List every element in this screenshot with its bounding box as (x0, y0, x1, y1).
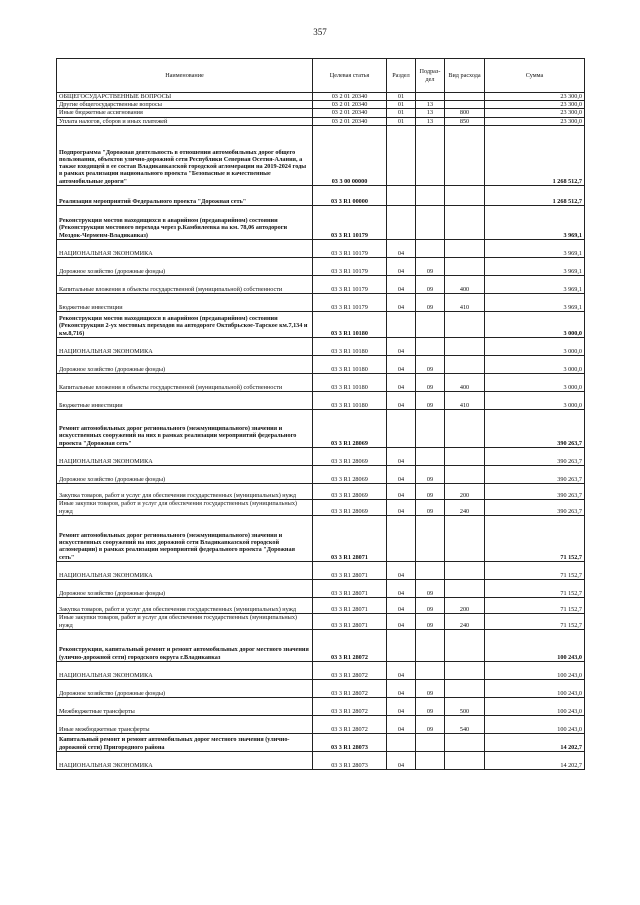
table-row (57, 355, 585, 373)
cell-expense-type (445, 185, 485, 205)
cell-subsection (416, 409, 445, 447)
table-row (57, 515, 585, 561)
cell-sum: 3 000,0 (485, 391, 585, 409)
cell-section: 04 (387, 613, 416, 629)
cell-code: 03 3 R1 00000 (313, 185, 387, 205)
cell-subsection: 09 (416, 373, 445, 391)
cell-section: 04 (387, 447, 416, 465)
cell-sum: 3 000,0 (485, 373, 585, 391)
cell-section: 01 (387, 93, 416, 101)
table-row (57, 337, 585, 355)
cell-expense-type (445, 355, 485, 373)
table-header-row (57, 59, 585, 93)
table-row (57, 125, 585, 185)
cell-sum: 390 263,7 (485, 499, 585, 515)
table-row (57, 293, 585, 311)
cell-expense-type: 240 (445, 499, 485, 515)
cell-subsection: 09 (416, 499, 445, 515)
cell-section (387, 733, 416, 751)
table-row (57, 447, 585, 465)
table-row (57, 257, 585, 275)
cell-expense-type (445, 239, 485, 257)
cell-name: Ремонт автомобильных дорог регионального (межмуниципального) значения и искусственных сооружений на них дорожной сети Владикавказской городской агломерации) в рамках реализации мероприятий федерального проекта "Дорожная сеть" (57, 515, 313, 561)
cell-subsection: 09 (416, 613, 445, 629)
cell-subsection: 13 (416, 117, 445, 125)
cell-code: 03 3 R1 10179 (313, 257, 387, 275)
header-sum: Сумма (485, 59, 585, 93)
cell-sum: 23 300,0 (485, 109, 585, 117)
cell-sum: 100 243,0 (485, 661, 585, 679)
cell-subsection (416, 751, 445, 769)
table-row (57, 561, 585, 579)
cell-name: Межбюджетные трансферты (57, 697, 313, 715)
cell-code: 03 3 R1 10179 (313, 293, 387, 311)
cell-section: 04 (387, 579, 416, 597)
cell-expense-type: 240 (445, 613, 485, 629)
cell-section (387, 185, 416, 205)
cell-sum: 3 969,1 (485, 205, 585, 239)
cell-expense-type: 500 (445, 697, 485, 715)
cell-expense-type (445, 629, 485, 661)
table-row (57, 579, 585, 597)
cell-section: 04 (387, 715, 416, 733)
header-code: Целевая статья (313, 59, 387, 93)
cell-name: Дорожное хозяйство (дорожные фонды) (57, 355, 313, 373)
cell-section (387, 205, 416, 239)
table-row (57, 109, 585, 117)
cell-name: Реконструкция, капитальный ремонт и ремонт автомобильных дорог местного значения (улично-дорожной сети) городского округа г.Владикавказ (57, 629, 313, 661)
cell-expense-type (445, 101, 485, 109)
cell-sum: 23 300,0 (485, 93, 585, 101)
cell-section (387, 515, 416, 561)
cell-name: Иные межбюджетные трансферты (57, 715, 313, 733)
cell-code: 03 3 R1 28072 (313, 629, 387, 661)
cell-code: 03 3 R1 10180 (313, 373, 387, 391)
cell-name: Капитальные вложения в объекты государственной (муниципальной) собственности (57, 373, 313, 391)
cell-name: Реализация мероприятий Федерального проекта "Дорожная сеть" (57, 185, 313, 205)
cell-expense-type (445, 337, 485, 355)
cell-code: 03 3 R1 28073 (313, 733, 387, 751)
cell-expense-type (445, 409, 485, 447)
cell-name: Иные бюджетные ассигнования (57, 109, 313, 117)
cell-subsection (416, 561, 445, 579)
cell-expense-type (445, 465, 485, 483)
cell-expense-type (445, 733, 485, 751)
cell-section (387, 125, 416, 185)
cell-subsection: 09 (416, 257, 445, 275)
cell-section: 04 (387, 561, 416, 579)
cell-code: 03 3 R1 28069 (313, 499, 387, 515)
cell-name: Другие общегосударственные вопросы (57, 101, 313, 109)
cell-name: Дорожное хозяйство (дорожные фонды) (57, 679, 313, 697)
cell-name: Иные закупки товаров, работ и услуг для обеспечения государственных (муниципальных) нужд (57, 613, 313, 629)
cell-code: 03 3 R1 10179 (313, 239, 387, 257)
cell-sum: 100 243,0 (485, 697, 585, 715)
cell-name: Иные закупки товаров, работ и услуг для обеспечения государственных (муниципальных) нужд (57, 499, 313, 515)
cell-expense-type: 410 (445, 391, 485, 409)
cell-sum: 390 263,7 (485, 447, 585, 465)
cell-sum: 3 969,1 (485, 293, 585, 311)
table-row (57, 185, 585, 205)
cell-subsection (416, 185, 445, 205)
cell-name: Капитальные вложения в объекты государственной (муниципальной) собственности (57, 275, 313, 293)
cell-name: ОБЩЕГОСУДАРСТВЕННЫЕ ВОПРОСЫ (57, 93, 313, 101)
cell-expense-type (445, 561, 485, 579)
cell-subsection (416, 733, 445, 751)
cell-subsection: 09 (416, 697, 445, 715)
cell-code: 03 3 R1 28073 (313, 751, 387, 769)
cell-code: 03 3 R1 10180 (313, 311, 387, 337)
cell-code: 03 2 01 20340 (313, 101, 387, 109)
table-row (57, 101, 585, 109)
table-row (57, 499, 585, 515)
cell-subsection: 09 (416, 597, 445, 613)
cell-code: 03 2 01 20340 (313, 109, 387, 117)
table-row (57, 613, 585, 629)
cell-code: 03 3 R1 28069 (313, 409, 387, 447)
cell-expense-type (445, 205, 485, 239)
cell-code: 03 3 R1 28072 (313, 661, 387, 679)
cell-subsection: 09 (416, 715, 445, 733)
cell-name: Уплата налогов, сборов и иных платежей (57, 117, 313, 125)
table-row (57, 373, 585, 391)
cell-code: 03 3 R1 28071 (313, 597, 387, 613)
cell-expense-type (445, 93, 485, 101)
cell-expense-type: 400 (445, 373, 485, 391)
cell-name: Бюджетные инвестиции (57, 293, 313, 311)
cell-subsection (416, 239, 445, 257)
cell-expense-type (445, 257, 485, 275)
cell-name: Капитальный ремонт и ремонт автомобильных дорог местного значения (улично-дорожной сети) Пригородного района (57, 733, 313, 751)
cell-section: 01 (387, 117, 416, 125)
cell-sum: 14 202,7 (485, 733, 585, 751)
cell-section: 04 (387, 697, 416, 715)
cell-section (387, 311, 416, 337)
table-row (57, 409, 585, 447)
cell-code: 03 3 R1 28071 (313, 579, 387, 597)
cell-sum: 71 152,7 (485, 597, 585, 613)
cell-sum: 23 300,0 (485, 101, 585, 109)
table-row (57, 733, 585, 751)
cell-subsection: 09 (416, 293, 445, 311)
table-row (57, 93, 585, 101)
cell-expense-type: 800 (445, 109, 485, 117)
table-row (57, 311, 585, 337)
cell-sum: 1 268 512,7 (485, 185, 585, 205)
cell-code: 03 3 R1 28072 (313, 679, 387, 697)
table-row (57, 697, 585, 715)
cell-sum: 71 152,7 (485, 561, 585, 579)
cell-expense-type: 200 (445, 597, 485, 613)
cell-section (387, 409, 416, 447)
cell-name: Реконструкция мостов находящихся в аварийном (предаварийном) состоянии (Реконструкция мостового перехода через р.Камбилеевка на км. 78,06 автодороги Моздок-Черменм-Владикавказ) (57, 205, 313, 239)
table-row (57, 751, 585, 769)
table-row (57, 117, 585, 125)
cell-expense-type (445, 579, 485, 597)
cell-subsection (416, 447, 445, 465)
cell-section: 04 (387, 751, 416, 769)
table-row (57, 715, 585, 733)
cell-sum: 3 969,1 (485, 275, 585, 293)
cell-section: 04 (387, 257, 416, 275)
cell-code: 03 3 R1 28071 (313, 515, 387, 561)
cell-expense-type: 850 (445, 117, 485, 125)
table-row (57, 483, 585, 499)
cell-subsection (416, 515, 445, 561)
cell-sum: 71 152,7 (485, 579, 585, 597)
cell-subsection (416, 125, 445, 185)
cell-code: 03 3 00 00000 (313, 125, 387, 185)
budget-table (56, 58, 585, 770)
cell-section: 04 (387, 679, 416, 697)
cell-expense-type (445, 661, 485, 679)
cell-subsection (416, 93, 445, 101)
cell-subsection (416, 337, 445, 355)
table-row (57, 275, 585, 293)
cell-sum: 71 152,7 (485, 613, 585, 629)
cell-name: Дорожное хозяйство (дорожные фонды) (57, 257, 313, 275)
cell-sum: 3 000,0 (485, 311, 585, 337)
cell-section: 04 (387, 373, 416, 391)
cell-section: 04 (387, 293, 416, 311)
cell-code: 03 3 R1 10180 (313, 391, 387, 409)
cell-sum: 1 268 512,7 (485, 125, 585, 185)
cell-section: 04 (387, 483, 416, 499)
cell-subsection: 09 (416, 275, 445, 293)
cell-sum: 3 000,0 (485, 355, 585, 373)
cell-subsection: 09 (416, 579, 445, 597)
header-section: Раздел (387, 59, 416, 93)
cell-subsection (416, 311, 445, 337)
cell-sum: 3 000,0 (485, 337, 585, 355)
cell-name: НАЦИОНАЛЬНАЯ ЭКОНОМИКА (57, 751, 313, 769)
cell-code: 03 3 R1 10180 (313, 355, 387, 373)
cell-name: НАЦИОНАЛЬНАЯ ЭКОНОМИКА (57, 661, 313, 679)
cell-name: Ремонт автомобильных дорог регионального (межмуниципального) значения и искусственных сооружений на них в рамках реализации мероприятий федерального проекта "Дорожная сеть" (57, 409, 313, 447)
cell-sum: 71 152,7 (485, 515, 585, 561)
cell-section (387, 629, 416, 661)
header-expense-type: Вид расхода (445, 59, 485, 93)
cell-code: 03 3 R1 28069 (313, 447, 387, 465)
cell-sum: 100 243,0 (485, 715, 585, 733)
cell-code: 03 3 R1 28072 (313, 715, 387, 733)
cell-code: 03 2 01 20340 (313, 93, 387, 101)
cell-expense-type: 540 (445, 715, 485, 733)
cell-subsection (416, 629, 445, 661)
cell-sum: 100 243,0 (485, 629, 585, 661)
cell-subsection: 09 (416, 679, 445, 697)
cell-name: НАЦИОНАЛЬНАЯ ЭКОНОМИКА (57, 447, 313, 465)
cell-subsection: 09 (416, 391, 445, 409)
cell-subsection: 09 (416, 483, 445, 499)
header-subsection: Подраз-дел (416, 59, 445, 93)
table-row (57, 661, 585, 679)
cell-code: 03 3 R1 10179 (313, 275, 387, 293)
cell-expense-type (445, 447, 485, 465)
cell-name: НАЦИОНАЛЬНАЯ ЭКОНОМИКА (57, 239, 313, 257)
cell-subsection: 13 (416, 109, 445, 117)
cell-code: 03 3 R1 10179 (313, 205, 387, 239)
table-body (57, 93, 585, 770)
cell-sum: 3 969,1 (485, 257, 585, 275)
cell-section: 04 (387, 355, 416, 373)
cell-expense-type (445, 679, 485, 697)
cell-name: Реконструкция мостов находящихся в аварийном (предаварийном) состоянии (Реконструкция 2-ух мостовых переходов на автодороге Октябрьское-Тарское км.7,134 и км.8,716) (57, 311, 313, 337)
cell-subsection (416, 661, 445, 679)
table-row (57, 239, 585, 257)
cell-name: Бюджетные инвестиции (57, 391, 313, 409)
table-row (57, 597, 585, 613)
table-row (57, 205, 585, 239)
cell-expense-type (445, 311, 485, 337)
cell-section: 04 (387, 499, 416, 515)
cell-code: 03 3 R1 28069 (313, 483, 387, 499)
cell-code: 03 2 01 20340 (313, 117, 387, 125)
cell-name: Подпрограмма "Дорожная деятельность в отношении автомобильных дорог общего пользования, объектов улично-дорожной сети Республики Северная Осетия-Алания, а также входящей в ее состав Владикавказской городской агломерации на 2019-2024 годы в рамках реализации национального проекта "Безопасные и качественные автомобильные дороги" (57, 125, 313, 185)
page-number: 357 (313, 27, 327, 37)
cell-sum: 100 243,0 (485, 679, 585, 697)
cell-sum: 3 969,1 (485, 239, 585, 257)
cell-expense-type (445, 515, 485, 561)
cell-section: 04 (387, 239, 416, 257)
header-name: Наименование (57, 59, 313, 93)
table-row (57, 391, 585, 409)
cell-name: НАЦИОНАЛЬНАЯ ЭКОНОМИКА (57, 561, 313, 579)
cell-name: Дорожное хозяйство (дорожные фонды) (57, 465, 313, 483)
cell-subsection: 13 (416, 101, 445, 109)
cell-section: 04 (387, 275, 416, 293)
cell-sum: 390 263,7 (485, 409, 585, 447)
cell-name: НАЦИОНАЛЬНАЯ ЭКОНОМИКА (57, 337, 313, 355)
cell-section: 04 (387, 597, 416, 613)
cell-subsection (416, 205, 445, 239)
table-row (57, 629, 585, 661)
cell-expense-type: 400 (445, 275, 485, 293)
cell-code: 03 3 R1 28071 (313, 561, 387, 579)
table-row (57, 679, 585, 697)
cell-code: 03 3 R1 10180 (313, 337, 387, 355)
cell-sum: 390 263,7 (485, 465, 585, 483)
cell-code: 03 3 R1 28072 (313, 697, 387, 715)
cell-sum: 14 202,7 (485, 751, 585, 769)
cell-subsection: 09 (416, 355, 445, 373)
cell-section: 04 (387, 465, 416, 483)
cell-expense-type (445, 751, 485, 769)
cell-sum: 23 300,0 (485, 117, 585, 125)
cell-code: 03 3 R1 28069 (313, 465, 387, 483)
cell-section: 01 (387, 109, 416, 117)
cell-name: Дорожное хозяйство (дорожные фонды) (57, 579, 313, 597)
cell-code: 03 3 R1 28071 (313, 613, 387, 629)
table-row (57, 465, 585, 483)
cell-section: 01 (387, 101, 416, 109)
cell-name: Закупка товаров, работ и услуг для обеспечения государственных (муниципальных) нужд (57, 597, 313, 613)
cell-section: 04 (387, 661, 416, 679)
cell-expense-type: 200 (445, 483, 485, 499)
cell-expense-type (445, 125, 485, 185)
cell-expense-type: 410 (445, 293, 485, 311)
cell-name: Закупка товаров, работ и услуг для обеспечения государственных (муниципальных) нужд (57, 483, 313, 499)
cell-subsection: 09 (416, 465, 445, 483)
cell-section: 04 (387, 337, 416, 355)
cell-sum: 390 263,7 (485, 483, 585, 499)
cell-section: 04 (387, 391, 416, 409)
